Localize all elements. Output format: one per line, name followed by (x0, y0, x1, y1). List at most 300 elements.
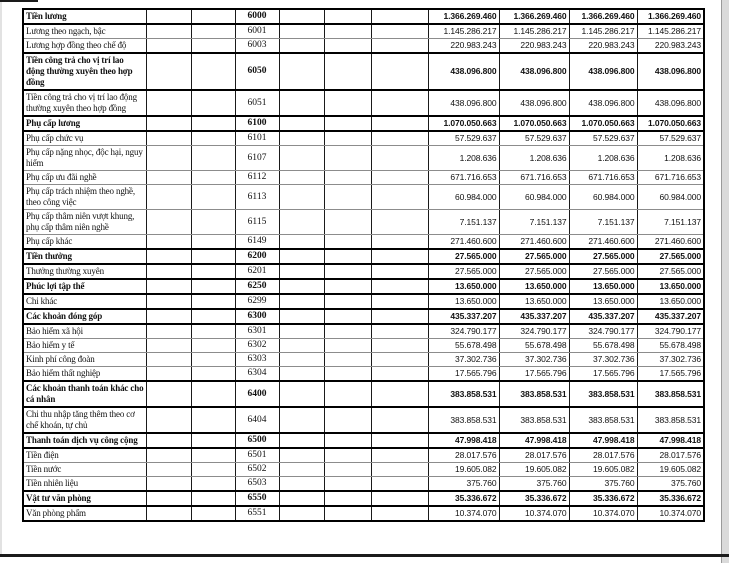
empty-cell (371, 506, 428, 521)
row-value: 27.565.000 (428, 264, 499, 279)
empty-cell (371, 210, 428, 235)
empty-cell (371, 53, 428, 90)
row-value: 1.145.286.217 (637, 24, 704, 39)
empty-cell (324, 210, 371, 235)
empty-cell (279, 339, 324, 353)
row-value: 220.983.243 (499, 39, 569, 54)
empty-cell (324, 53, 371, 90)
empty-cell (324, 477, 371, 492)
empty-cell (324, 131, 371, 146)
row-value: 375.760 (499, 477, 569, 492)
empty-cell (191, 294, 235, 309)
row-value: 220.983.243 (428, 39, 499, 54)
empty-cell (279, 185, 324, 210)
row-label: Phụ cấp trách nhiệm theo nghề, theo công việc (23, 185, 146, 210)
row-value: 57.529.637 (569, 131, 637, 146)
empty-cell (146, 324, 191, 339)
row-label: Lương theo ngạch, bậc (23, 24, 146, 39)
empty-cell (371, 90, 428, 116)
empty-cell (324, 235, 371, 250)
row-value: 438.096.800 (428, 53, 499, 90)
empty-cell (324, 448, 371, 463)
row-value: 60.984.000 (569, 185, 637, 210)
empty-cell (371, 279, 428, 294)
empty-cell (146, 90, 191, 116)
empty-cell (146, 9, 191, 24)
empty-cell (191, 448, 235, 463)
empty-cell (324, 491, 371, 506)
budget-expense-table (22, 8, 705, 522)
empty-cell (191, 131, 235, 146)
empty-cell (146, 264, 191, 279)
empty-cell (146, 448, 191, 463)
row-value: 438.096.800 (637, 53, 704, 90)
row-value: 13.650.000 (499, 279, 569, 294)
row-value: 19.605.082 (428, 463, 499, 477)
row-value: 7.151.137 (499, 210, 569, 235)
empty-cell (279, 367, 324, 382)
row-label: Tiền công trả cho vị trí lao động thường xuyên theo hợp đồng (23, 53, 146, 90)
empty-cell (279, 448, 324, 463)
empty-cell (324, 309, 371, 324)
empty-cell (146, 279, 191, 294)
row-value: 1.366.269.460 (637, 9, 704, 24)
empty-cell (371, 9, 428, 24)
empty-cell (324, 39, 371, 54)
row-label: Chi thu nhập tăng thêm theo cơ chế khoán, tự chủ (23, 407, 146, 433)
empty-cell (146, 131, 191, 146)
empty-cell (191, 506, 235, 521)
empty-cell (279, 463, 324, 477)
row-code: 6303 (235, 353, 279, 367)
empty-cell (191, 324, 235, 339)
row-code: 6149 (235, 235, 279, 250)
empty-cell (371, 235, 428, 250)
empty-cell (371, 264, 428, 279)
empty-cell (371, 324, 428, 339)
table-row (23, 448, 704, 463)
row-value: 7.151.137 (637, 210, 704, 235)
row-value: 438.096.800 (569, 53, 637, 90)
empty-cell (191, 433, 235, 448)
row-value: 27.565.000 (637, 249, 704, 264)
empty-cell (279, 235, 324, 250)
row-value: 37.302.736 (637, 353, 704, 367)
row-label: Tiền lương (23, 9, 146, 24)
row-value: 27.565.000 (637, 264, 704, 279)
table-row (23, 491, 704, 506)
row-value: 13.650.000 (569, 294, 637, 309)
row-code: 6304 (235, 367, 279, 382)
row-value: 324.790.177 (428, 324, 499, 339)
empty-cell (371, 433, 428, 448)
row-value: 383.858.531 (637, 407, 704, 433)
empty-cell (371, 367, 428, 382)
row-value: 57.529.637 (637, 131, 704, 146)
empty-cell (191, 477, 235, 492)
row-value: 435.337.207 (637, 309, 704, 324)
row-code: 6302 (235, 339, 279, 353)
empty-cell (191, 9, 235, 24)
table-row (23, 477, 704, 492)
empty-cell (371, 477, 428, 492)
row-code: 6101 (235, 131, 279, 146)
row-value: 35.336.672 (569, 491, 637, 506)
row-value: 220.983.243 (569, 39, 637, 54)
row-value: 17.565.796 (637, 367, 704, 382)
row-label: Phụ cấp chức vụ (23, 131, 146, 146)
row-value: 435.337.207 (499, 309, 569, 324)
empty-cell (146, 210, 191, 235)
row-value: 324.790.177 (569, 324, 637, 339)
empty-cell (279, 294, 324, 309)
empty-cell (324, 433, 371, 448)
row-label: Kinh phí công đoàn (23, 353, 146, 367)
row-code: 6502 (235, 463, 279, 477)
row-label: Phụ cấp nặng nhọc, độc hại, nguy hiểm (23, 146, 146, 171)
empty-cell (146, 249, 191, 264)
empty-cell (371, 185, 428, 210)
empty-cell (371, 249, 428, 264)
empty-cell (371, 131, 428, 146)
empty-cell (279, 249, 324, 264)
row-code: 6112 (235, 171, 279, 185)
table-body (23, 9, 704, 521)
row-code: 6404 (235, 407, 279, 433)
empty-cell (146, 477, 191, 492)
row-value: 47.998.418 (569, 433, 637, 448)
row-value: 435.337.207 (569, 309, 637, 324)
empty-cell (191, 116, 235, 131)
row-code: 6201 (235, 264, 279, 279)
row-value: 19.605.082 (569, 463, 637, 477)
empty-cell (371, 171, 428, 185)
top-left-border-fragment (0, 0, 38, 2)
row-value: 37.302.736 (428, 353, 499, 367)
row-code: 6551 (235, 506, 279, 521)
row-code: 6503 (235, 477, 279, 492)
row-value: 28.017.576 (569, 448, 637, 463)
row-code: 6000 (235, 9, 279, 24)
row-value: 383.858.531 (428, 407, 499, 433)
empty-cell (146, 463, 191, 477)
empty-cell (279, 116, 324, 131)
empty-cell (324, 463, 371, 477)
row-value: 1.070.050.663 (499, 116, 569, 131)
table-row (23, 249, 704, 264)
empty-cell (146, 381, 191, 407)
row-value: 1.208.636 (428, 146, 499, 171)
row-value: 13.650.000 (637, 294, 704, 309)
row-value: 57.529.637 (499, 131, 569, 146)
row-value: 55.678.498 (569, 339, 637, 353)
table-row (23, 131, 704, 146)
row-value: 383.858.531 (569, 381, 637, 407)
empty-cell (146, 146, 191, 171)
table-row (23, 24, 704, 39)
empty-cell (146, 235, 191, 250)
empty-cell (371, 339, 428, 353)
empty-cell (279, 353, 324, 367)
empty-cell (191, 367, 235, 382)
empty-cell (324, 90, 371, 116)
empty-cell (324, 279, 371, 294)
row-label: Phụ cấp khác (23, 235, 146, 250)
row-value: 7.151.137 (428, 210, 499, 235)
table-row (23, 53, 704, 90)
row-value: 27.565.000 (569, 249, 637, 264)
empty-cell (191, 381, 235, 407)
row-code: 6001 (235, 24, 279, 39)
row-value: 60.984.000 (637, 185, 704, 210)
row-value: 55.678.498 (428, 339, 499, 353)
empty-cell (191, 491, 235, 506)
empty-cell (146, 171, 191, 185)
row-value: 57.529.637 (428, 131, 499, 146)
empty-cell (279, 491, 324, 506)
row-value: 28.017.576 (637, 448, 704, 463)
table-row (23, 407, 704, 433)
row-label: Tiền thưởng (23, 249, 146, 264)
row-value: 671.716.653 (499, 171, 569, 185)
row-code: 6299 (235, 294, 279, 309)
empty-cell (279, 131, 324, 146)
row-value: 671.716.653 (428, 171, 499, 185)
row-code: 6300 (235, 309, 279, 324)
row-code: 6500 (235, 433, 279, 448)
row-code: 6400 (235, 381, 279, 407)
row-value: 47.998.418 (428, 433, 499, 448)
empty-cell (324, 381, 371, 407)
row-code: 6501 (235, 448, 279, 463)
empty-cell (146, 353, 191, 367)
row-value: 35.336.672 (499, 491, 569, 506)
row-value: 27.565.000 (569, 264, 637, 279)
empty-cell (191, 407, 235, 433)
row-value: 19.605.082 (499, 463, 569, 477)
empty-cell (279, 279, 324, 294)
row-value: 1.366.269.460 (569, 9, 637, 24)
row-label: Các khoản thanh toán khác cho cá nhân (23, 381, 146, 407)
row-value: 383.858.531 (637, 381, 704, 407)
empty-cell (191, 53, 235, 90)
page-bottom-edge-bar (0, 554, 729, 557)
empty-cell (324, 24, 371, 39)
row-code: 6050 (235, 53, 279, 90)
empty-cell (371, 407, 428, 433)
row-code: 6550 (235, 491, 279, 506)
empty-cell (279, 24, 324, 39)
empty-cell (279, 264, 324, 279)
empty-cell (279, 381, 324, 407)
row-value: 435.337.207 (428, 309, 499, 324)
row-code: 6051 (235, 90, 279, 116)
empty-cell (191, 264, 235, 279)
empty-cell (191, 339, 235, 353)
row-label: Thưởng thường xuyên (23, 264, 146, 279)
row-value: 1.208.636 (637, 146, 704, 171)
table-row (23, 116, 704, 131)
row-label: Bảo hiểm xã hội (23, 324, 146, 339)
row-value: 13.650.000 (569, 279, 637, 294)
empty-cell (324, 9, 371, 24)
row-value: 37.302.736 (569, 353, 637, 367)
empty-cell (146, 407, 191, 433)
table-row (23, 235, 704, 250)
row-label: Văn phòng phẩm (23, 506, 146, 521)
row-label: Tiền nước (23, 463, 146, 477)
row-value: 55.678.498 (637, 339, 704, 353)
table-row (23, 146, 704, 171)
row-value: 1.145.286.217 (569, 24, 637, 39)
row-value: 19.605.082 (637, 463, 704, 477)
row-value: 13.650.000 (428, 279, 499, 294)
row-value: 375.760 (569, 477, 637, 492)
row-value: 28.017.576 (428, 448, 499, 463)
row-value: 10.374.070 (499, 506, 569, 521)
row-value: 35.336.672 (637, 491, 704, 506)
row-value: 55.678.498 (499, 339, 569, 353)
row-label: Phụ cấp ưu đãi nghề (23, 171, 146, 185)
row-value: 27.565.000 (499, 264, 569, 279)
row-value: 1.145.286.217 (499, 24, 569, 39)
row-value: 671.716.653 (637, 171, 704, 185)
empty-cell (146, 185, 191, 210)
empty-cell (279, 210, 324, 235)
empty-cell (279, 433, 324, 448)
row-value: 438.096.800 (569, 90, 637, 116)
empty-cell (146, 433, 191, 448)
row-value: 10.374.070 (637, 506, 704, 521)
table-row (23, 367, 704, 382)
table-row (23, 381, 704, 407)
row-value: 1.145.286.217 (428, 24, 499, 39)
empty-cell (191, 146, 235, 171)
row-value: 28.017.576 (499, 448, 569, 463)
row-value: 7.151.137 (569, 210, 637, 235)
table-row (23, 353, 704, 367)
row-label: Bảo hiểm y tế (23, 339, 146, 353)
empty-cell (371, 146, 428, 171)
row-value: 10.374.070 (569, 506, 637, 521)
empty-cell (191, 353, 235, 367)
empty-cell (324, 324, 371, 339)
empty-cell (279, 39, 324, 54)
row-value: 10.374.070 (428, 506, 499, 521)
row-value: 47.998.418 (637, 433, 704, 448)
row-label: Tiền điện (23, 448, 146, 463)
row-label: Phúc lợi tập thể (23, 279, 146, 294)
table-row (23, 171, 704, 185)
empty-cell (279, 146, 324, 171)
row-label: Vật tư văn phòng (23, 491, 146, 506)
row-label: Phụ cấp thâm niên vượt khung, phụ cấp thâm niên nghề (23, 210, 146, 235)
row-value: 1.208.636 (569, 146, 637, 171)
empty-cell (191, 249, 235, 264)
empty-cell (324, 264, 371, 279)
empty-cell (324, 116, 371, 131)
empty-cell (191, 171, 235, 185)
empty-cell (324, 367, 371, 382)
empty-cell (279, 309, 324, 324)
empty-cell (324, 294, 371, 309)
table-row (23, 309, 704, 324)
empty-cell (146, 339, 191, 353)
row-value: 271.460.600 (499, 235, 569, 250)
table-row (23, 294, 704, 309)
empty-cell (146, 116, 191, 131)
row-label: Các khoản đóng góp (23, 309, 146, 324)
row-code: 6200 (235, 249, 279, 264)
row-value: 438.096.800 (499, 90, 569, 116)
table-row (23, 90, 704, 116)
row-value: 383.858.531 (569, 407, 637, 433)
row-value: 1.070.050.663 (637, 116, 704, 131)
row-label: Chi khác (23, 294, 146, 309)
empty-cell (146, 24, 191, 39)
empty-cell (279, 477, 324, 492)
empty-cell (191, 185, 235, 210)
row-label: Thanh toán dịch vụ công cộng (23, 433, 146, 448)
empty-cell (146, 367, 191, 382)
empty-cell (371, 24, 428, 39)
empty-cell (324, 249, 371, 264)
row-value: 27.565.000 (428, 249, 499, 264)
row-label: Bảo hiểm thất nghiệp (23, 367, 146, 382)
row-value: 383.858.531 (499, 407, 569, 433)
empty-cell (279, 9, 324, 24)
row-value: 271.460.600 (569, 235, 637, 250)
row-code: 6113 (235, 185, 279, 210)
empty-cell (324, 339, 371, 353)
row-value: 13.650.000 (637, 279, 704, 294)
empty-cell (146, 53, 191, 90)
empty-cell (324, 506, 371, 521)
table-row (23, 264, 704, 279)
empty-cell (371, 381, 428, 407)
row-value: 1.208.636 (499, 146, 569, 171)
row-value: 438.096.800 (428, 90, 499, 116)
row-value: 13.650.000 (428, 294, 499, 309)
empty-cell (371, 116, 428, 131)
table-row (23, 339, 704, 353)
row-value: 271.460.600 (428, 235, 499, 250)
empty-cell (146, 309, 191, 324)
empty-cell (146, 294, 191, 309)
row-value: 13.650.000 (499, 294, 569, 309)
row-value: 220.983.243 (637, 39, 704, 54)
row-label: Lương hợp đồng theo chế độ (23, 39, 146, 54)
row-code: 6301 (235, 324, 279, 339)
row-code: 6100 (235, 116, 279, 131)
row-code: 6250 (235, 279, 279, 294)
empty-cell (371, 491, 428, 506)
row-label: Tiền công trả cho vị trí lao động thường xuyên theo hợp đồng (23, 90, 146, 116)
row-value: 35.336.672 (428, 491, 499, 506)
row-code: 6107 (235, 146, 279, 171)
empty-cell (146, 506, 191, 521)
row-value: 17.565.796 (428, 367, 499, 382)
empty-cell (371, 353, 428, 367)
empty-cell (371, 309, 428, 324)
table-row (23, 185, 704, 210)
row-value: 17.565.796 (499, 367, 569, 382)
row-value: 375.760 (428, 477, 499, 492)
row-code: 6115 (235, 210, 279, 235)
empty-cell (324, 185, 371, 210)
empty-cell (324, 353, 371, 367)
row-value: 671.716.653 (569, 171, 637, 185)
